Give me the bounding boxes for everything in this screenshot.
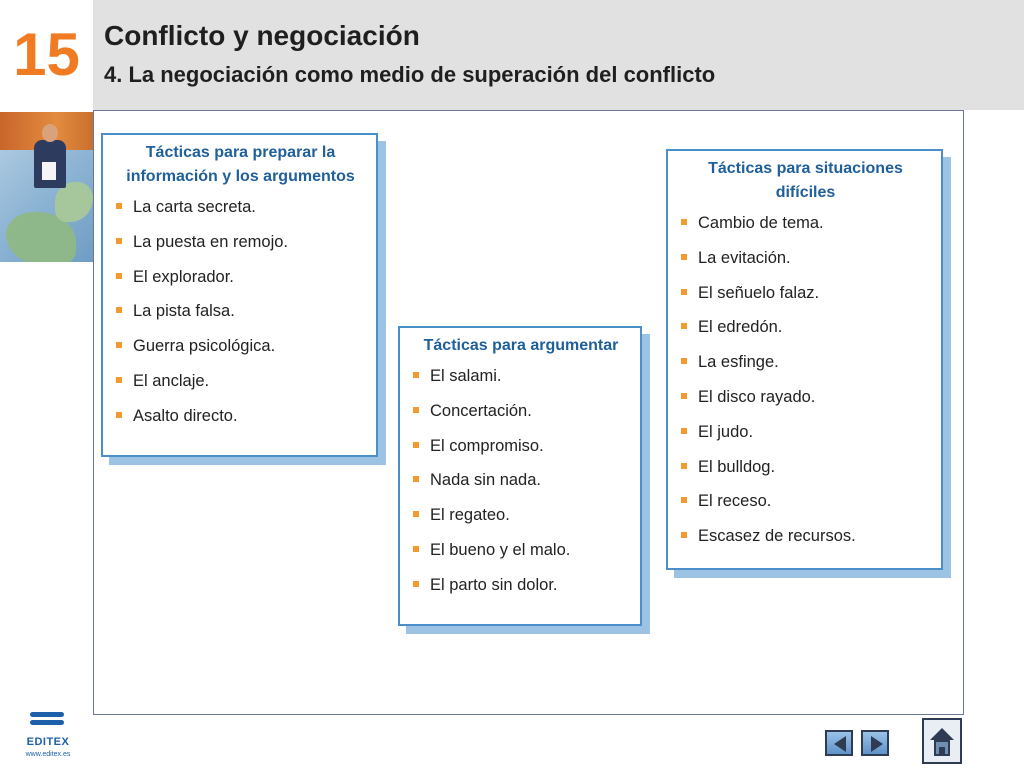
logo-mark-icon [30, 712, 64, 734]
list-item: El receso. [680, 491, 931, 511]
list-item: El señuelo falaz. [680, 283, 931, 303]
list-item: El explorador. [115, 267, 366, 287]
list-item: Asalto directo. [115, 406, 366, 426]
list-item: La puesta en remojo. [115, 232, 366, 252]
list-item: El judo. [680, 422, 931, 442]
slide-subtitle: 4. La negociación como medio de superación del conflicto [104, 62, 716, 87]
list-item: Nada sin nada. [412, 470, 630, 490]
tactics-list [680, 213, 931, 546]
tactics-list [412, 366, 630, 595]
tactics-list [115, 197, 366, 426]
list-item: Cambio de tema. [680, 213, 931, 233]
slide-title: Conflicto y negociación [104, 20, 420, 51]
list-item: El edredón. [680, 317, 931, 337]
list-item: La esfinge. [680, 352, 931, 372]
logo-url: www.editex.es [25, 751, 71, 758]
home-button[interactable] [922, 718, 962, 764]
list-item: El parto sin dolor. [412, 575, 630, 595]
side-illustration [0, 112, 93, 262]
list-item: Guerra psicológica. [115, 336, 366, 356]
list-item: El anclaje. [115, 371, 366, 391]
unit-number: 15 [13, 21, 80, 88]
tactics-box-difficult [666, 149, 943, 570]
list-item: El salami. [412, 366, 630, 386]
list-item: El compromiso. [412, 436, 630, 456]
unit-number-panel [0, 0, 93, 110]
box-title: Tácticas para situaciones difíciles [708, 160, 903, 201]
illustration-land [55, 182, 93, 222]
tactics-box-argue [398, 326, 642, 626]
header-bar [93, 0, 1024, 110]
previous-slide-button[interactable] [825, 730, 853, 756]
triangle-left-icon [834, 736, 846, 752]
box-title: Tácticas para argumentar [423, 337, 619, 354]
triangle-right-icon [871, 736, 883, 752]
list-item: El regateo. [412, 505, 630, 525]
illustration-person-head [42, 124, 58, 142]
next-slide-button[interactable] [861, 730, 889, 756]
list-item: La pista falsa. [115, 301, 366, 321]
list-item: El bulldog. [680, 457, 931, 477]
editex-logo [18, 712, 78, 762]
tactics-box-prepare [101, 133, 378, 457]
list-item: Escasez de recursos. [680, 526, 931, 546]
list-item: La evitación. [680, 248, 931, 268]
list-item: Concertación. [412, 401, 630, 421]
box-title: Tácticas para preparar la información y los argumentos [126, 144, 355, 185]
list-item: La carta secreta. [115, 197, 366, 217]
list-item: El disco rayado. [680, 387, 931, 407]
home-icon [930, 728, 954, 740]
illustration-paper [42, 162, 56, 180]
list-item: El bueno y el malo. [412, 540, 630, 560]
home-icon-door [939, 747, 945, 756]
logo-text: EDITEX [26, 736, 70, 748]
